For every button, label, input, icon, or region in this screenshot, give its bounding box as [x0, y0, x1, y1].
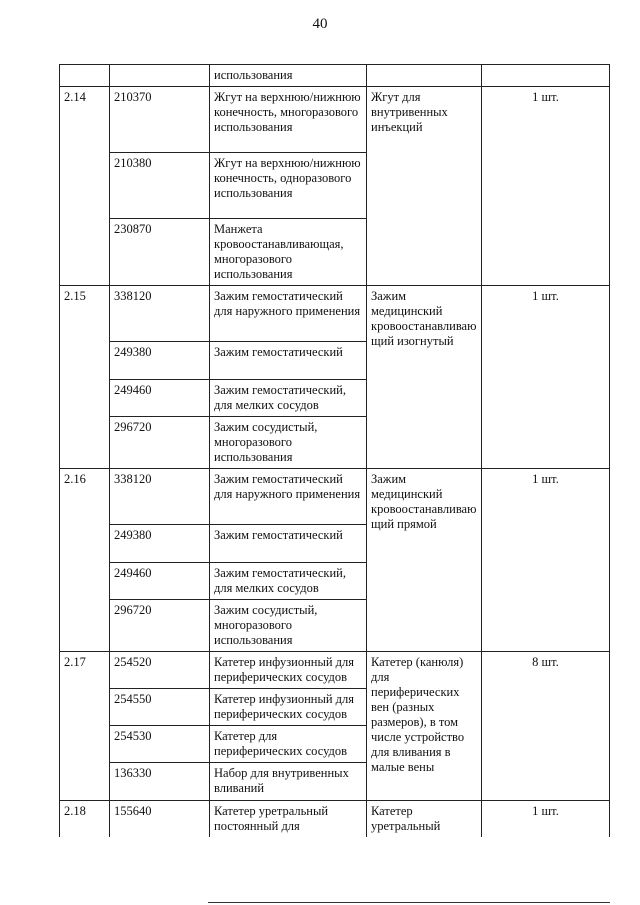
item-description [367, 65, 482, 87]
product-name: Жгут на верхнюю/нижнюю конечность, многоразового использования [210, 87, 367, 153]
product-code: 254520 [110, 652, 210, 689]
product-name: использования [210, 65, 367, 87]
product-name: Зажим сосудистый, многоразового использования [210, 417, 367, 469]
equipment-table [59, 64, 610, 837]
table-row [60, 652, 610, 689]
item-quantity: 1 шт. [482, 286, 610, 469]
product-code: 338120 [110, 469, 210, 525]
item-quantity: 1 шт. [482, 801, 610, 838]
product-name: Зажим гемостатический, для мелких сосудов [210, 563, 367, 600]
item-quantity [482, 65, 610, 87]
product-code: 136330 [110, 763, 210, 801]
product-name: Зажим сосудистый, многоразового использования [210, 600, 367, 652]
item-description: Жгут для внутривенных инъекций [367, 87, 482, 286]
product-name: Манжета кровоостанавливающая, многоразового использования [210, 219, 367, 286]
page-number: 40 [312, 16, 328, 32]
product-code [110, 65, 210, 87]
table-row [60, 801, 610, 838]
table-row [60, 469, 610, 525]
item-description: Зажим медицинский кровоостанавливающий прямой [367, 469, 482, 652]
product-name: Зажим гемостатический для наружного применения [210, 469, 367, 525]
item-quantity: 1 шт. [482, 87, 610, 286]
item-number: 2.14 [60, 87, 110, 286]
product-name: Набор для внутривенных вливаний [210, 763, 367, 801]
table-row [60, 286, 610, 342]
bottom-rule [208, 902, 610, 903]
item-number [60, 65, 110, 87]
product-code: 296720 [110, 417, 210, 469]
product-code: 249460 [110, 380, 210, 417]
item-number: 2.16 [60, 469, 110, 652]
product-name: Зажим гемостатический для наружного применения [210, 286, 367, 342]
product-name: Катетер инфузионный для периферических сосудов [210, 689, 367, 726]
product-code: 230870 [110, 219, 210, 286]
table-row [60, 65, 610, 87]
table-body [60, 65, 610, 838]
product-code: 249380 [110, 525, 210, 563]
table-row [60, 87, 610, 153]
product-code: 254530 [110, 726, 210, 763]
item-description: Катетер уретральный [367, 801, 482, 838]
item-description: Катетер (канюля) для периферических вен (разных размеров), в том числе устройство для вливания в малые вены [367, 652, 482, 801]
product-code: 210380 [110, 153, 210, 219]
product-code: 210370 [110, 87, 210, 153]
product-name: Жгут на верхнюю/нижнюю конечность, одноразового использования [210, 153, 367, 219]
product-name: Катетер инфузионный для периферических сосудов [210, 652, 367, 689]
product-name: Зажим гемостатический [210, 342, 367, 380]
product-name: Зажим гемостатический, для мелких сосудов [210, 380, 367, 417]
item-number: 2.18 [60, 801, 110, 838]
product-name: Катетер для периферических сосудов [210, 726, 367, 763]
product-code: 249460 [110, 563, 210, 600]
item-quantity: 8 шт. [482, 652, 610, 801]
product-code: 155640 [110, 801, 210, 838]
item-description: Зажим медицинский кровоостанавливающий изогнутый [367, 286, 482, 469]
item-number: 2.15 [60, 286, 110, 469]
product-code: 249380 [110, 342, 210, 380]
product-name: Катетер уретральный постоянный для [210, 801, 367, 838]
product-code: 254550 [110, 689, 210, 726]
product-code: 296720 [110, 600, 210, 652]
product-code: 338120 [110, 286, 210, 342]
item-number: 2.17 [60, 652, 110, 801]
item-quantity: 1 шт. [482, 469, 610, 652]
product-name: Зажим гемостатический [210, 525, 367, 563]
